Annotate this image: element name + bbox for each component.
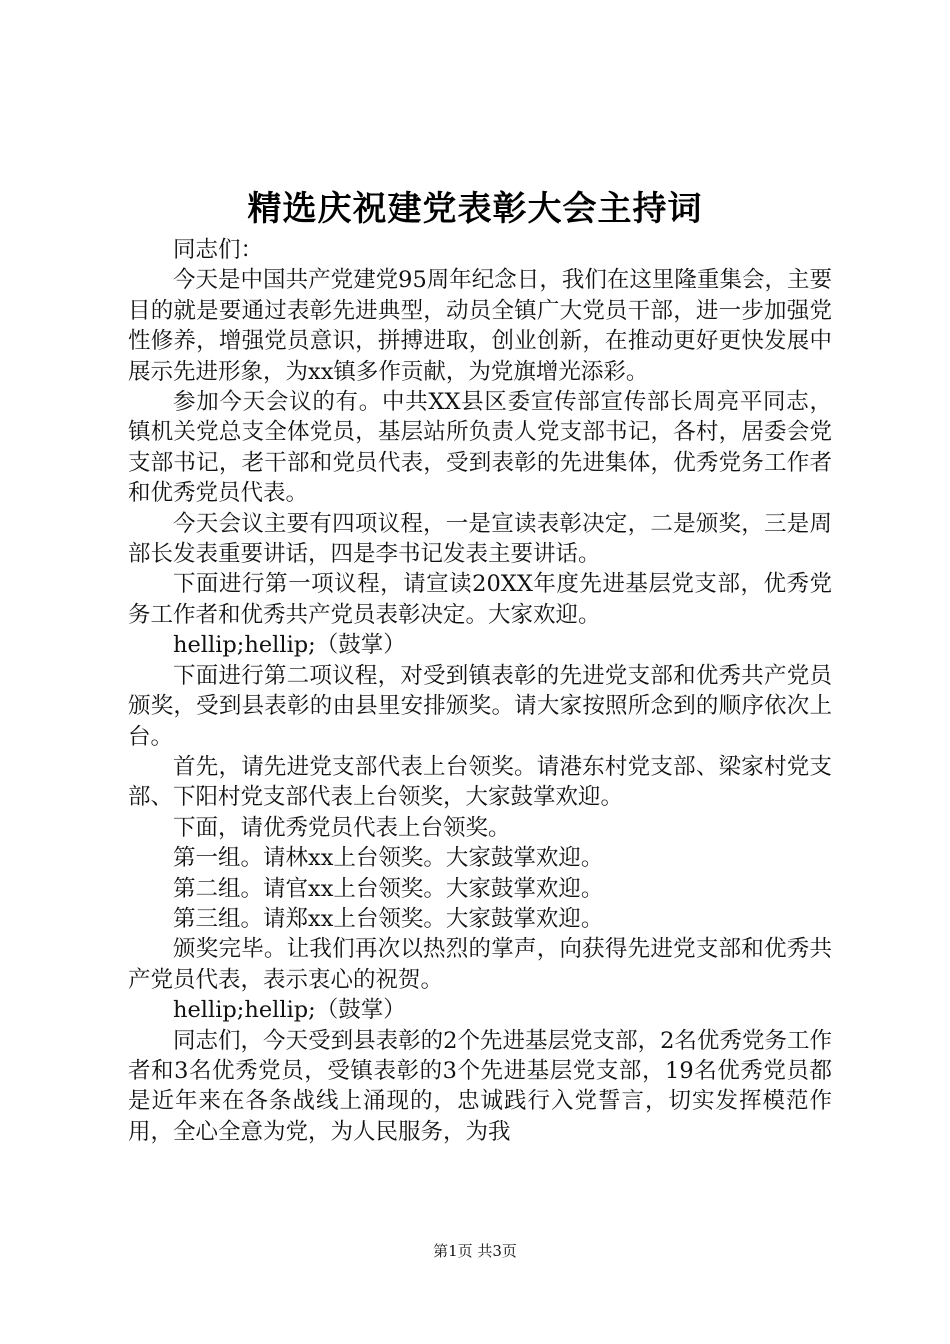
paragraph: 下面进行第二项议程，对受到镇表彰的先进党支部和优秀共产党员颁奖，受到县表彰的由县里安排颁奖。请大家按照所念到的顺序依次上台。 — [128, 662, 832, 750]
paragraph: hellip;hellip;（鼓掌） — [173, 997, 406, 1024]
document-body — [128, 235, 832, 1147]
paragraph: 第一组。请林xx上台领奖。大家鼓掌欢迎。 — [173, 845, 604, 872]
paragraph: 第三组。请郑xx上台领奖。大家鼓掌欢迎。 — [173, 905, 604, 932]
paragraph: 下面，请优秀党员代表上台领奖。 — [173, 814, 511, 841]
page-footer: 第1页 共3页 — [433, 1242, 517, 1260]
paragraph: 颁奖完毕。让我们再次以热烈的掌声，向获得先进党支部和优秀共产党员代表，表示衷心的祝贺。 — [128, 936, 832, 993]
paragraph: 下面进行第一项议程，请宣读20XX年度先进基层党支部，优秀党务工作者和优秀共产党员表彰决定。大家欢迎。 — [128, 571, 832, 628]
paragraph: 参加今天会议的有。中共XX县区委宣传部宣传部长周亮平同志，镇机关党总支全体党员，基层站所负责人党支部书记，各村，居委会党支部书记，老干部和党员代表，受到表彰的先进集体，优秀党务工作者和优秀党员代表。 — [128, 389, 832, 507]
paragraph: 同志们： — [173, 237, 264, 263]
paragraph: 今天是中国共产党建党95周年纪念日，我们在这里隆重集会，主要目的就是要通过表彰先进典型，动员全镇广大党员干部，进一步加强党性修养，增强党员意识，拼搏进取，创业创新，在推动更好更快发展中展示先进形象，为xx镇多作贡献，为党旗增光添彩。 — [128, 267, 832, 385]
paragraph: 首先，请先进党支部代表上台领奖。请港东村党支部、梁家村党支部、下阳村党支部代表上台领奖，大家鼓掌欢迎。 — [128, 753, 832, 811]
document-title: 精选庆祝建党表彰大会主持词 — [247, 189, 703, 229]
paragraph: hellip;hellip;（鼓掌） — [173, 632, 406, 659]
paragraph: 第二组。请官xx上台领奖。大家鼓掌欢迎。 — [173, 875, 604, 902]
paragraph: 今天会议主要有四项议程，一是宣读表彰决定，二是颁奖，三是周部长发表重要讲话，四是李书记发表主要讲话。 — [128, 510, 832, 568]
paragraph: 同志们，今天受到县表彰的2个先进基层党支部，2名优秀党务工作者和3名优秀党员，受镇表彰的3个先进基层党支部，19名优秀党员都是近年来在各条战线上涌现的，忠诚践行入党誓言，切实发挥模范作用，全心全意为党，为人民服务，为我 — [128, 1027, 832, 1145]
